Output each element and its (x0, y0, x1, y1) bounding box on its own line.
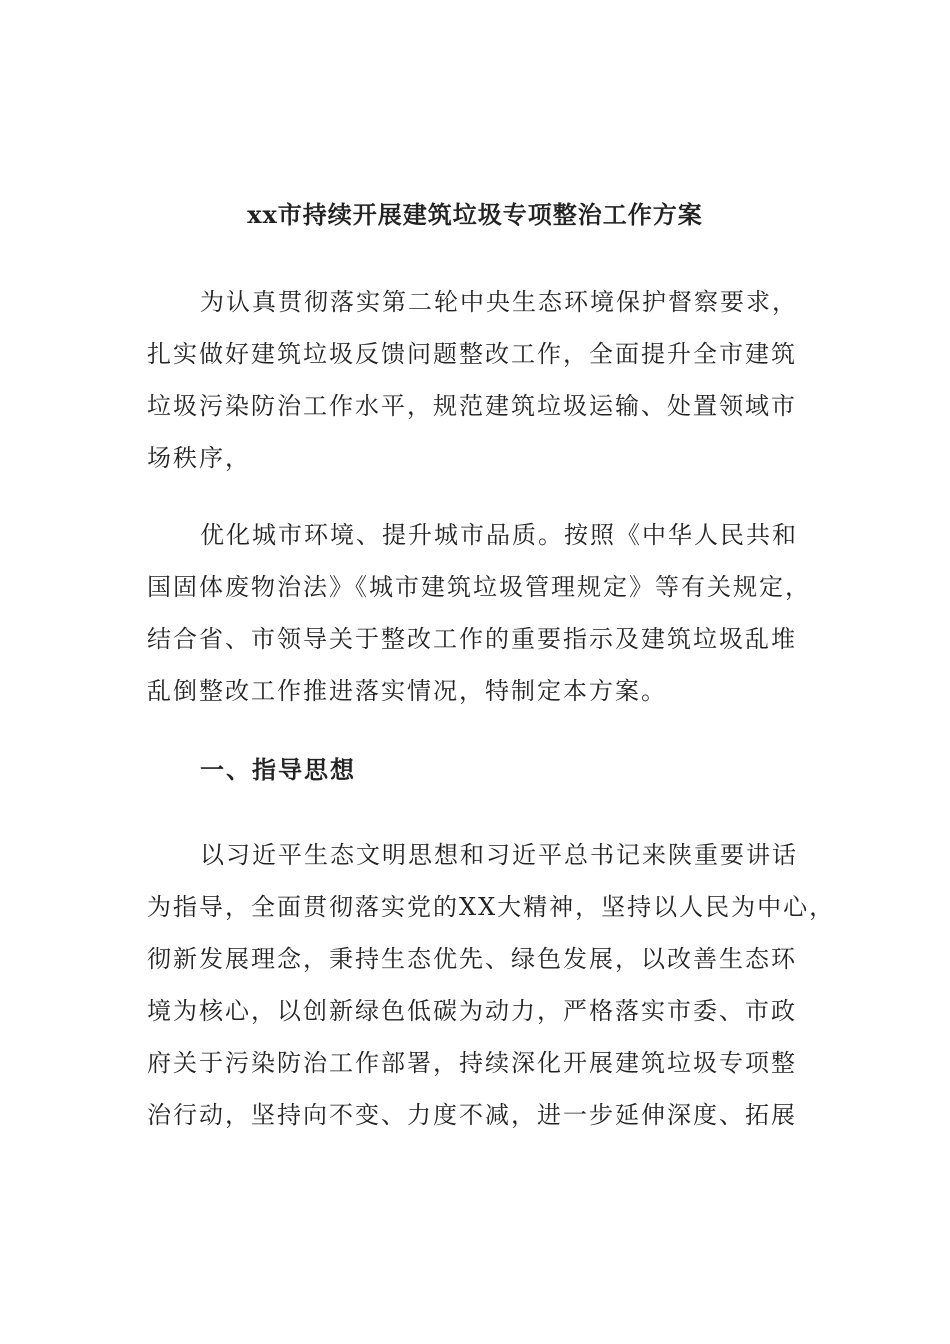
paragraph-line: 乱倒整改工作推进落实情况，特制定本方案。 (147, 677, 667, 705)
paragraph-line: 扎实做好建筑垃圾反馈问题整改工作，全面提升全市建筑 (147, 340, 797, 368)
paragraph-line: 垃圾污染防治工作水平，规范建筑垃圾运输、处置领域市 (147, 392, 797, 420)
paragraph-guiding-ideology (147, 829, 836, 1141)
paragraph-line: 以习近平生态文明思想和习近平总书记来陕重要讲话 (200, 841, 798, 869)
paragraph-line: 彻新发展理念，秉持生态优先、绿色发展，以改善生态环 (147, 945, 797, 973)
paragraph-line: 为认真贯彻落实第二轮中央生态环境保护督察要求， (200, 288, 798, 316)
document-title: xx市持续开展建筑垃圾专项整治工作方案 (247, 200, 703, 229)
section-heading-guiding-ideology: 一、指导思想 (200, 755, 356, 784)
paragraph-line: 为指导，全面贯彻落实党的XX大精神，坚持以人民为中心， (147, 893, 836, 921)
paragraph-line: 境为核心，以创新绿色低碳为动力，严格落实市委、市政 (147, 997, 797, 1025)
paragraph-line: 优化城市环境、提升城市品质。按照《中华人民共和 (200, 521, 798, 549)
paragraph-intro (147, 276, 827, 484)
paragraph-line: 治行动，坚持向不变、力度不减，进一步延伸深度、拓展 (147, 1101, 797, 1129)
paragraph-line: 场秩序， (147, 444, 251, 472)
paragraph-line: 结合省、市领导关于整改工作的重要指示及建筑垃圾乱堆 (147, 625, 797, 653)
paragraph-line: 府关于污染防治工作部署，持续深化开展建筑垃圾专项整 (147, 1049, 797, 1077)
paragraph-line: 国固体废物治法》《城市建筑垃圾管理规定》等有关规定， (147, 573, 811, 601)
paragraph-basis (147, 509, 827, 717)
